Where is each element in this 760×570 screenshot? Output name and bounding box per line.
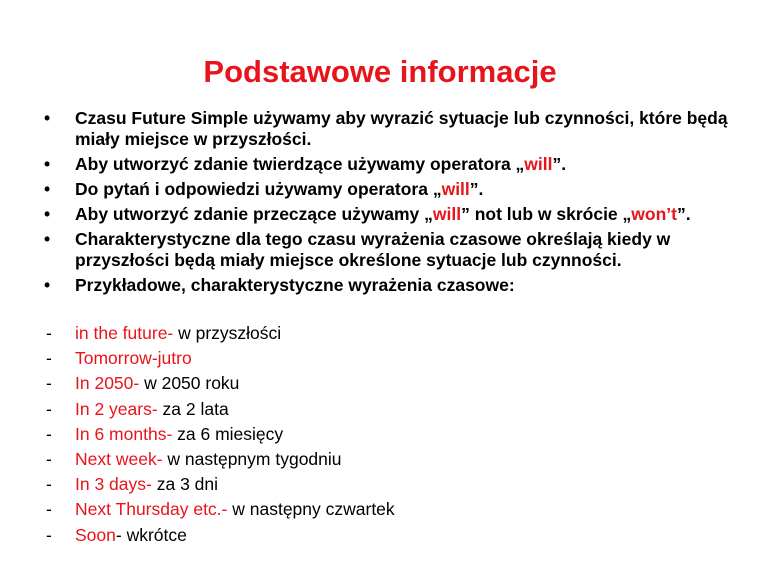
bullet-icon: • (44, 108, 51, 128)
example-item (44, 497, 734, 522)
example-polish: za 3 dni (151, 474, 219, 495)
example-polish: za 6 miesięcy (172, 423, 284, 444)
example-list (44, 321, 734, 548)
bullet-item-affirmative (44, 154, 734, 175)
bullet-text: Aby utworzyć zdanie przeczące używamy „ (75, 204, 433, 224)
dash-icon: - (46, 449, 52, 470)
dash-icon: - (46, 524, 52, 545)
dash-icon: - (46, 474, 52, 495)
example-english: in the future- (75, 323, 174, 343)
bullet-list (44, 108, 734, 300)
dash-icon: - (46, 373, 52, 394)
bullet-text: Do pytań i odpowiedzi używamy operatora „ (75, 179, 442, 199)
keyword-wont: won’t (631, 204, 677, 224)
bullet-text: Aby utworzyć zdanie twierdzące używamy operatora „ (75, 154, 525, 174)
bullet-icon: • (44, 204, 51, 224)
bullet-icon: • (44, 154, 51, 174)
example-english: In 2 years- (75, 398, 158, 419)
example-polish: w przyszłości (173, 323, 282, 343)
keyword-will: will (524, 154, 553, 174)
keyword-will: will (432, 204, 462, 224)
dash-icon: - (46, 323, 52, 343)
example-polish: w następnym tygodniu (162, 449, 342, 470)
bullet-item-examples-heading (44, 275, 734, 296)
keyword-will: will (441, 179, 470, 199)
example-item (44, 472, 734, 497)
example-english: Next week- (75, 449, 163, 470)
dash-icon: - (46, 348, 52, 369)
example-english: Tomorrow-jutro (75, 348, 192, 369)
bullet-icon: • (44, 275, 51, 295)
example-item (44, 371, 734, 396)
dash-icon: - (46, 398, 52, 419)
bullet-item-negative (44, 204, 734, 225)
bullet-text: Przykładowe, charakterystyczne wyrażenia czasowe: (75, 275, 515, 295)
example-polish: w 2050 roku (139, 373, 240, 394)
bullet-icon: • (44, 179, 51, 199)
example-item (44, 523, 734, 548)
example-polish: za 2 lata (157, 398, 229, 419)
bullet-text-end: ”. (469, 179, 484, 199)
example-english: In 6 months- (75, 423, 173, 444)
slide-title: Podstawowe informacje (203, 54, 557, 89)
example-item (44, 422, 734, 447)
example-polish: - wkrótce (115, 524, 187, 545)
example-english: Soon (75, 524, 116, 545)
example-item (44, 346, 734, 371)
example-item (44, 321, 734, 346)
example-english: In 2050- (75, 373, 140, 394)
bullet-text-end: ”. (552, 154, 567, 174)
dash-icon: - (46, 499, 52, 520)
example-polish: w następny czwartek (227, 499, 395, 520)
bullet-text-end: ”. (676, 204, 691, 224)
dash-icon: - (46, 423, 52, 444)
example-english: Next Thursday etc.- (75, 499, 228, 520)
bullet-text-middle: ” not lub w skrócie „ (461, 204, 632, 224)
example-item (44, 397, 734, 422)
example-item (44, 447, 734, 472)
bullet-text: Czasu Future Simple używamy aby wyrazić sytuacje lub czynności, które będą miały miejsce w przyszłości. (75, 108, 728, 149)
bullet-icon: • (44, 229, 51, 249)
example-english: In 3 days- (75, 474, 152, 495)
bullet-item-time-expressions (44, 229, 734, 271)
bullet-item-questions (44, 179, 734, 200)
bullet-item-usage (44, 108, 734, 150)
bullet-text: Charakterystyczne dla tego czasu wyrażenia czasowe określają kiedy w przyszłości będą miały miejsce określone sytuacje lub czynności. (75, 229, 671, 270)
